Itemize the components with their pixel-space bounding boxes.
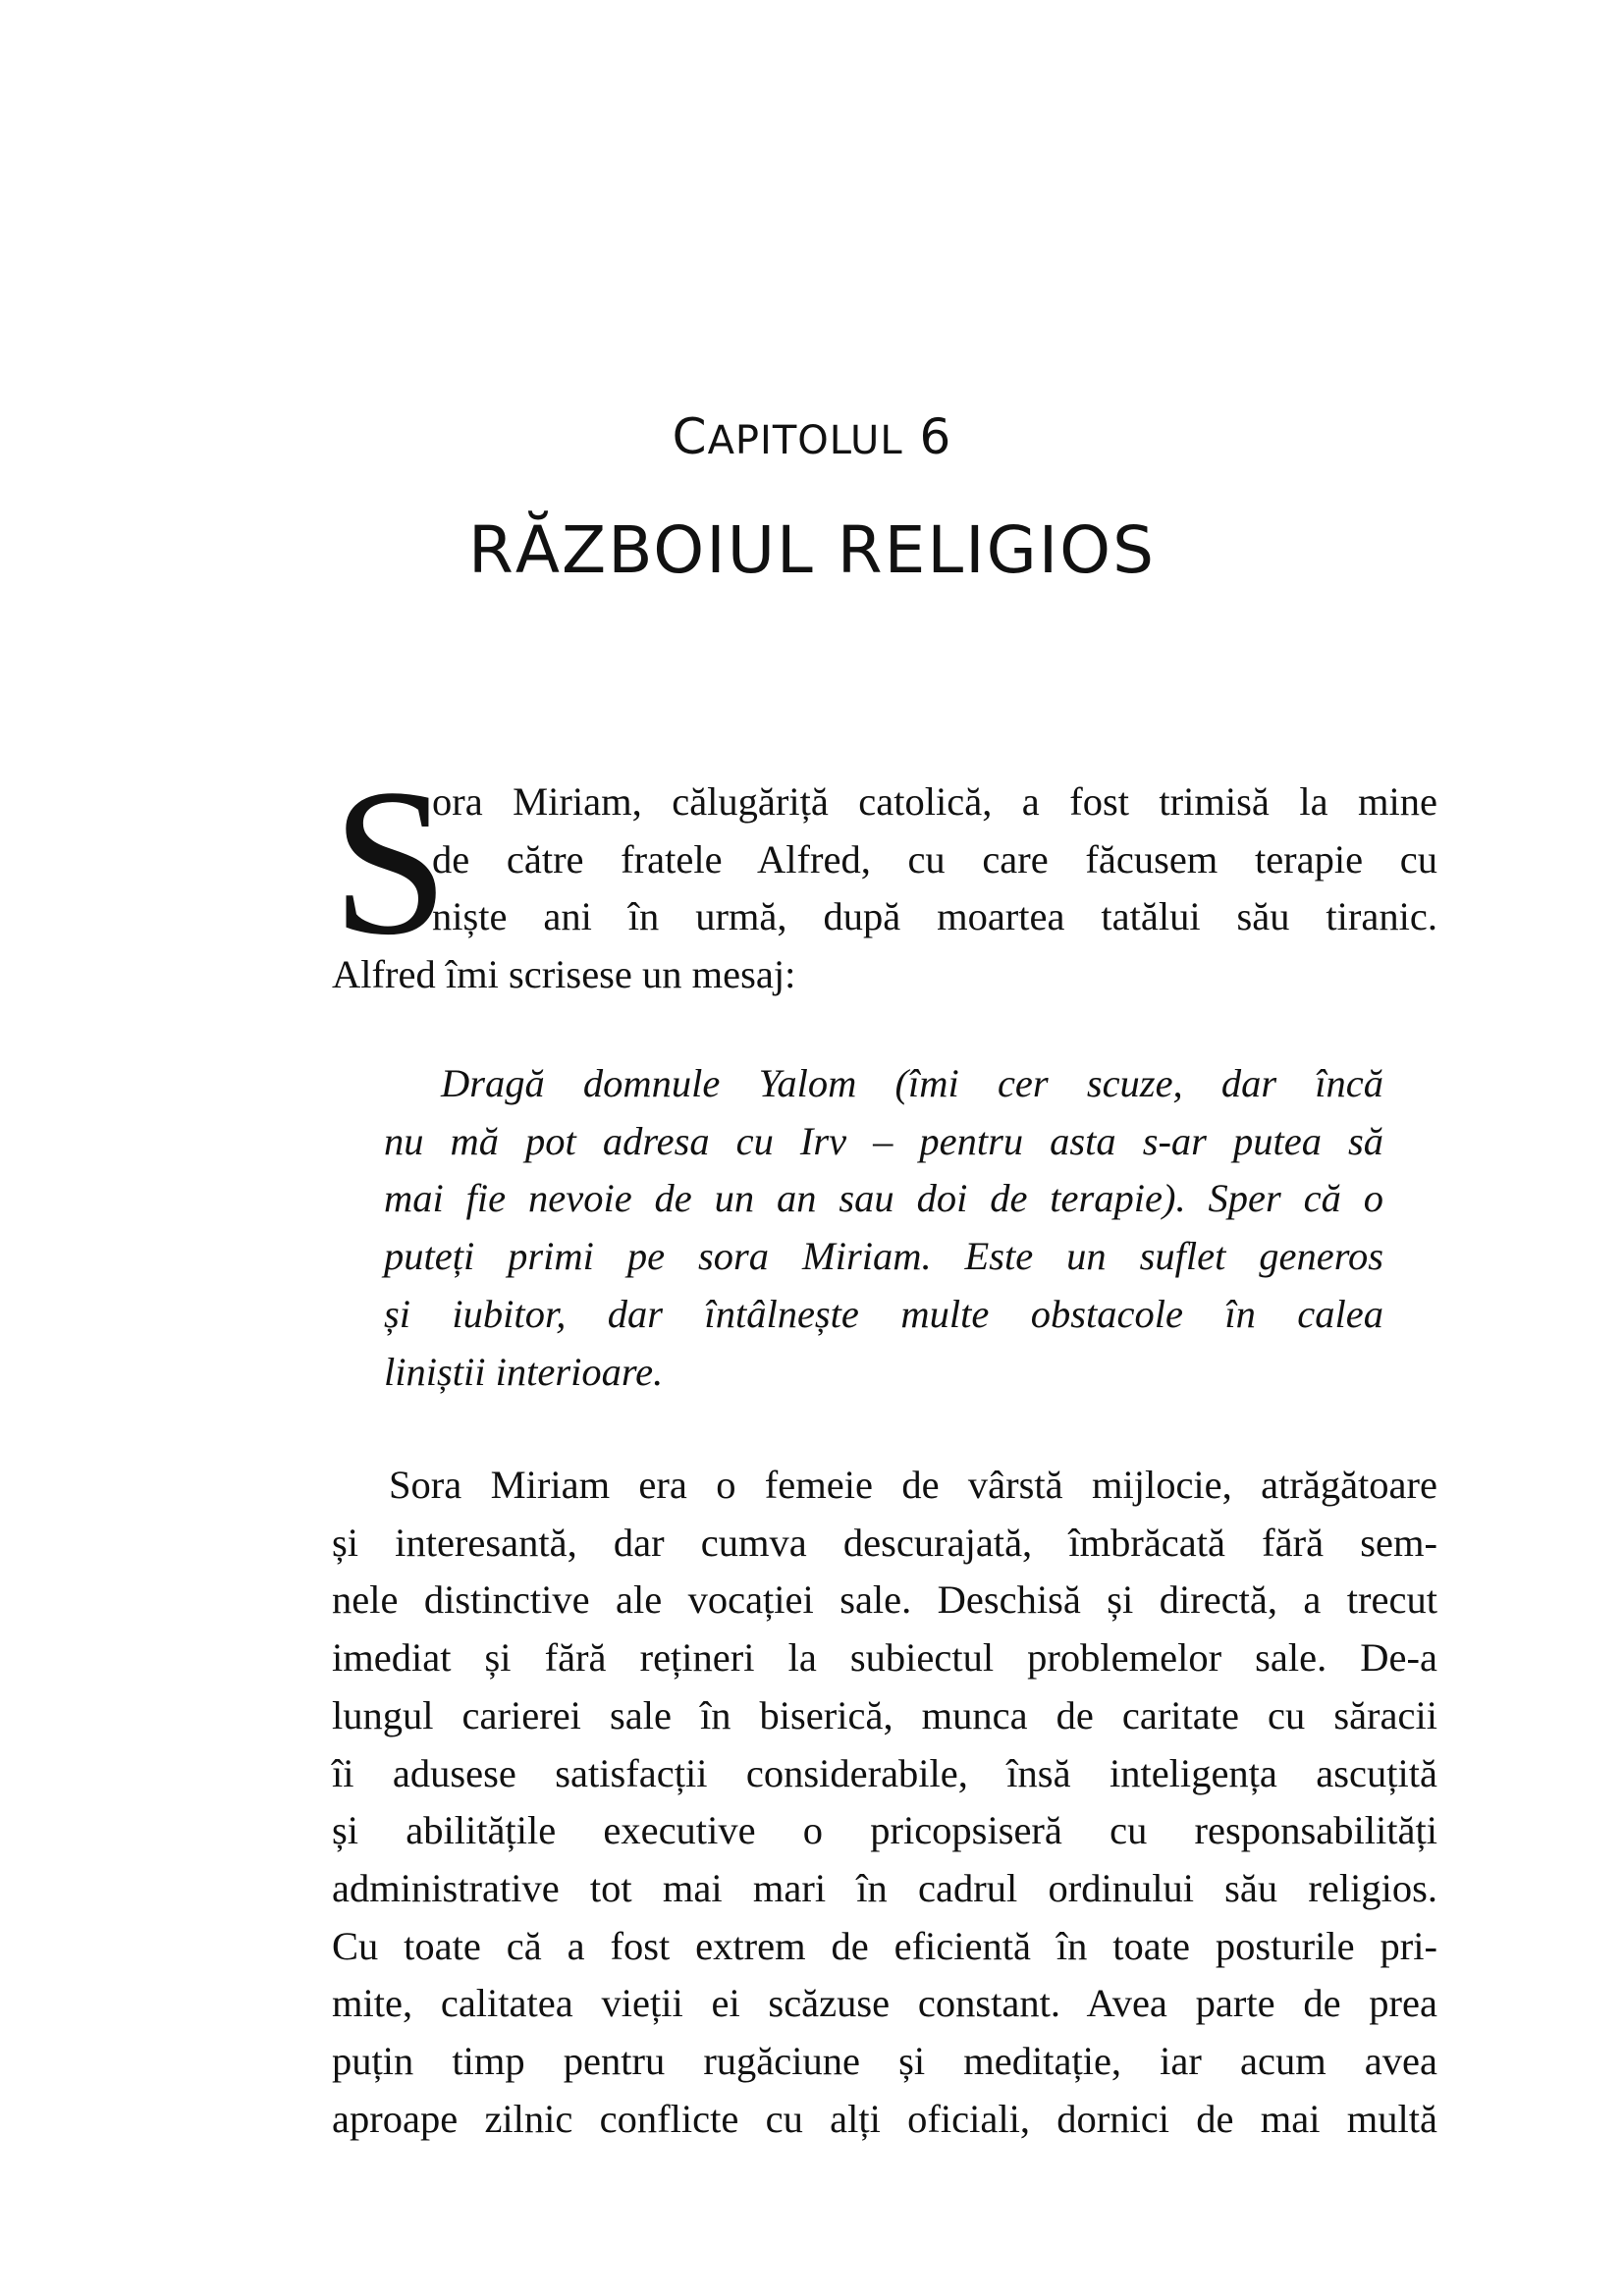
quoted-letter [384, 1055, 1383, 1401]
body-line: administrative tot mai mari în cadrul ordinului său religios. [332, 1865, 1437, 1910]
chapter-label [0, 408, 1624, 465]
chapter-label-rest: APITOLUL [707, 418, 903, 463]
chapter-label-initial: C [672, 408, 708, 465]
intro-line: ora Miriam, călugăriță catolică, a fost trimisă la mine [432, 779, 1437, 824]
body-line: puțin timp pentru rugăciune și meditație, iar acum avea [332, 2039, 1437, 2084]
body-line: aproape zilnic conflicte cu alți oficiali, dornici de mai multă [332, 2096, 1437, 2141]
drop-cap: S [332, 746, 450, 979]
body-line: mite, calitatea vieții ei scăzuse constant. Avea parte de prea [332, 1981, 1437, 2026]
intro-line: niște ani în urmă, după moartea tatălui său tiranic. [432, 894, 1437, 939]
body-line: lungul carierei sale în biserică, munca de caritate cu săracii [332, 1692, 1437, 1737]
quote-line: nu mă pot adresa cu Irv – pentru asta s-ar putea să [384, 1118, 1383, 1163]
body-line: nele distinctive ale vocației sale. Deschisă și directă, a trecut [332, 1577, 1437, 1623]
quote-line: mai fie nevoie de un an sau doi de terapie). Sper că o [384, 1176, 1383, 1221]
intro-line: de către fratele Alfred, cu care făcusem terapie cu [432, 836, 1437, 881]
chapter-title: RĂZBOIUL RELIGIOS [467, 512, 1157, 588]
chapter-number: 6 [919, 408, 952, 465]
body-line: Cu toate că a fost extrem de eficientă în toate posturile pri- [332, 1923, 1437, 1968]
quote-line: și iubitor, dar întâlnește multe obstacole în calea [384, 1291, 1383, 1336]
body-line: îi adusese satisfacții considerabile, însă inteligența ascuțită [332, 1750, 1437, 1795]
intro-line: Alfred îmi scrisese un mesaj: [332, 952, 796, 997]
body-line: imediat și fără rețineri la subiectul problemelor sale. De-a [332, 1635, 1437, 1681]
quote-line: puteți primi pe sora Miriam. Este un suflet generos [384, 1234, 1383, 1279]
intro-paragraph [332, 746, 1437, 1004]
body-paragraph [332, 1457, 1437, 2148]
quote-line: liniștii interioare. [384, 1349, 664, 1394]
body-line: Sora Miriam era o femeie de vârstă mijlocie, atrăgătoare [389, 1463, 1437, 1507]
body-line: și interesantă, dar cumva descurajată, îmbrăcată fără sem- [332, 1520, 1437, 1565]
quote-line: Dragă domnule Yalom (îmi cer scuze, dar încă [441, 1061, 1383, 1105]
body-line: și abilitățile executive o pricopsiseră cu responsabilități [332, 1808, 1437, 1853]
